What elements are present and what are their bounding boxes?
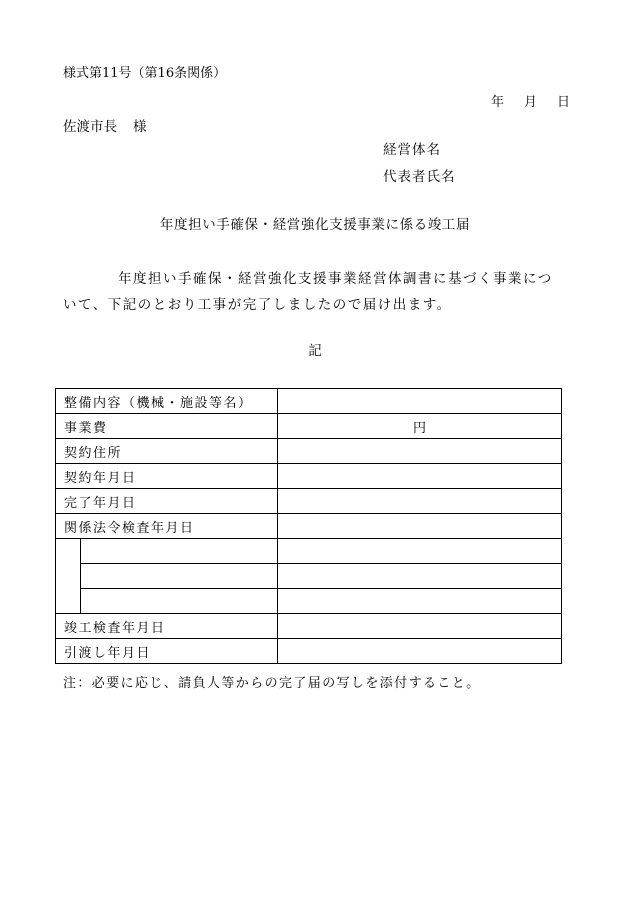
date-day: 日	[557, 95, 571, 110]
table-row-address	[56, 439, 562, 464]
inspection-sub-2-value[interactable]	[278, 564, 562, 589]
contract-date-value[interactable]	[278, 464, 562, 489]
cost-value[interactable]	[278, 414, 562, 439]
table-row-contract-date	[56, 464, 562, 489]
table-row-final-inspection	[56, 614, 562, 639]
date-year: 年	[491, 95, 505, 110]
footnote: 注：必要に応じ、請負人等からの完了届の写しを添付すること。	[63, 676, 481, 691]
equipment-value[interactable]	[278, 389, 562, 414]
inspection-sub-indent	[56, 539, 81, 614]
table-row-handover	[56, 639, 562, 664]
ki-heading: 記	[308, 343, 322, 359]
form-number: 様式第11号（第16条関係）	[63, 66, 227, 81]
final-inspection-value[interactable]	[278, 614, 562, 639]
equipment-label: 整備内容（機械・施設等名）	[56, 389, 278, 414]
inspection-sub-2-name[interactable]	[81, 564, 278, 589]
detail-table	[55, 388, 562, 664]
org-name-label: 経営体名	[383, 142, 441, 158]
inspection-sub-1-value[interactable]	[278, 539, 562, 564]
contract-date-label: 契約年月日	[56, 464, 278, 489]
inspection-sub-3-value[interactable]	[278, 589, 562, 614]
rep-name-label: 代表者氏名	[383, 169, 456, 185]
addressee	[63, 121, 147, 135]
handover-label: 引渡し年月日	[56, 639, 278, 664]
completion-date-label: 完了年月日	[56, 489, 278, 514]
completion-date-value[interactable]	[278, 489, 562, 514]
table-row-completion-date	[56, 489, 562, 514]
body-text: 年度担い手確保・経営強化支援事業経営体調書に基づく事業について、下記のとおり工事が完了しましたので届け出ます。	[63, 271, 553, 313]
inspection-sub-1-name[interactable]	[81, 539, 278, 564]
address-value[interactable]	[278, 439, 562, 464]
date-line	[491, 96, 570, 109]
table-row-inspection-sub-2	[56, 564, 562, 589]
table-row-inspection-sub-3	[56, 589, 562, 614]
date-month: 月	[524, 95, 538, 110]
final-inspection-label: 竣工検査年月日	[56, 614, 278, 639]
addressee-honorific: 様	[133, 119, 147, 135]
table-row-cost	[56, 414, 562, 439]
inspection-sub-3-name[interactable]	[81, 589, 278, 614]
addressee-name: 佐渡市長	[63, 119, 117, 135]
document-title: 年度担い手確保・経営強化支援事業に係る竣工届	[159, 217, 471, 233]
table-row-inspection-sub-1	[56, 539, 562, 564]
inspection-date-value[interactable]	[278, 514, 562, 539]
handover-value[interactable]	[278, 639, 562, 664]
inspection-date-label: 関係法令検査年月日	[56, 514, 278, 539]
table-row-inspection-date	[56, 514, 562, 539]
address-label: 契約住所	[56, 439, 278, 464]
cost-label: 事業費	[56, 414, 278, 439]
table-row-equipment	[56, 389, 562, 414]
cost-unit: 円	[413, 420, 427, 436]
body-paragraph	[63, 266, 563, 318]
